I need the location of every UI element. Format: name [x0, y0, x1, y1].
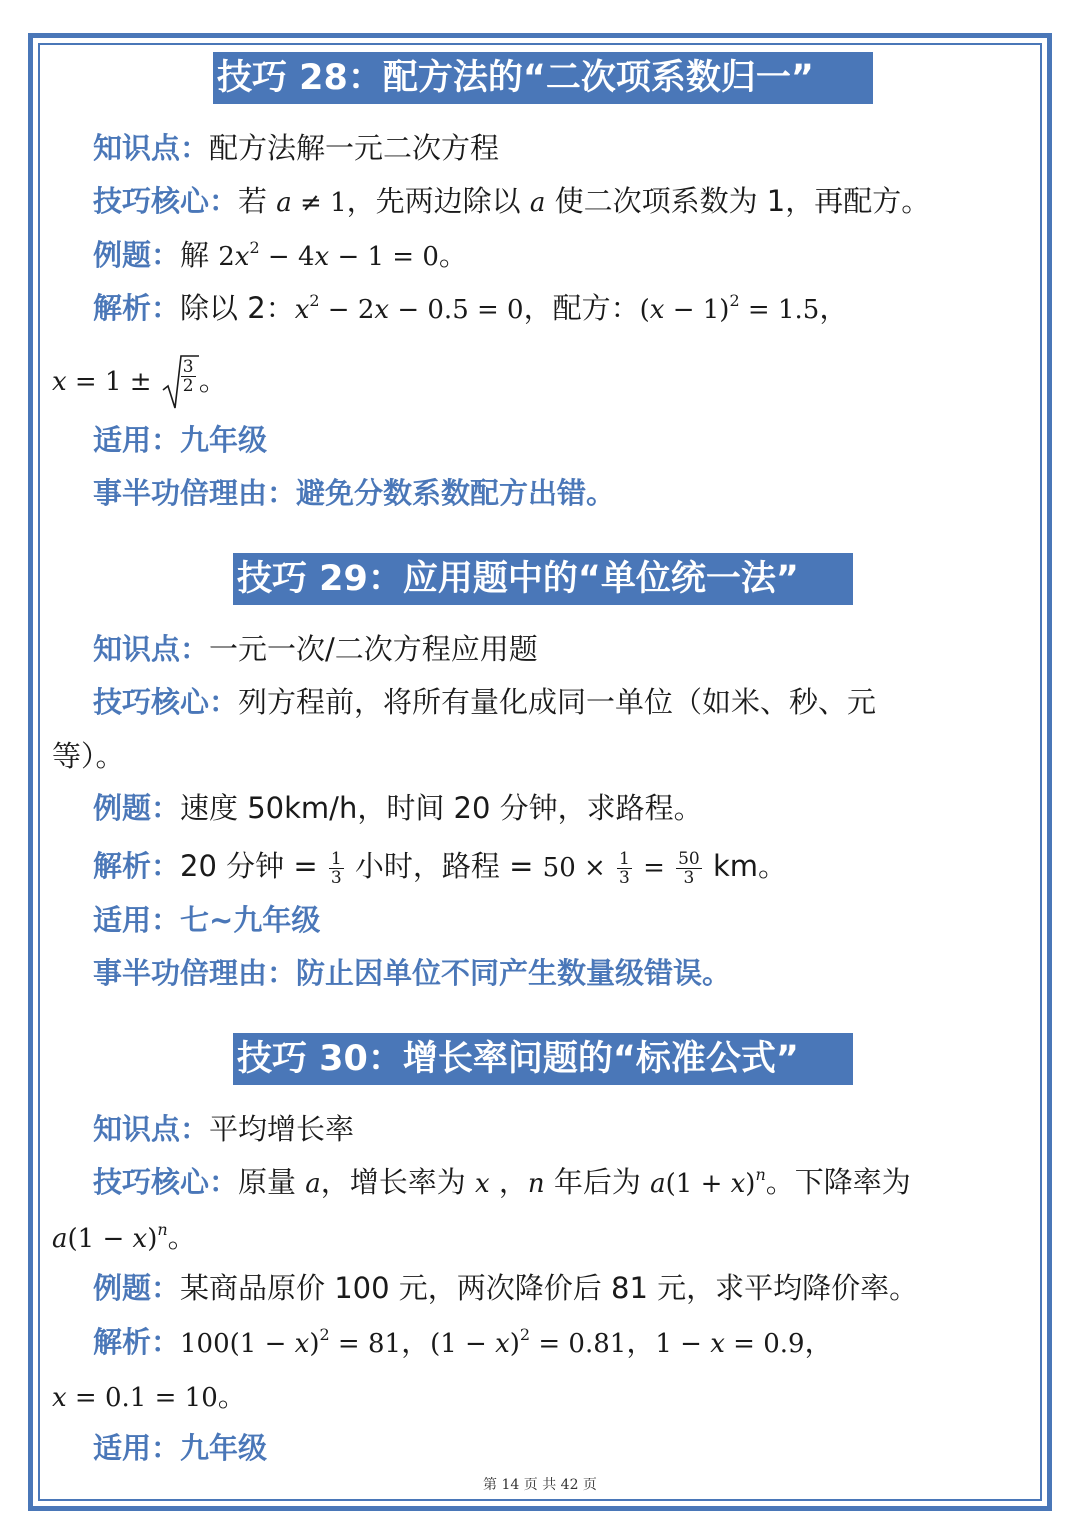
s28-core-math-a: a	[276, 188, 292, 218]
s29-grade-label: 适用：	[93, 903, 181, 937]
s29-fraction-1	[329, 850, 344, 887]
s28-example-math-x2: x	[314, 242, 330, 272]
s28-core-text-3: 使二次项系数为 1，再配方。	[554, 184, 931, 218]
s29-grade-line	[93, 900, 320, 940]
s29-f3-num: 50	[678, 848, 700, 869]
s28-grade-label: 适用：	[93, 423, 181, 457]
s30-core-a: a	[305, 1169, 321, 1199]
s29-reason-text: 防止因单位不同产生数量级错误。	[296, 956, 732, 990]
s28-example-label: 例题：	[93, 238, 181, 272]
s28-sqrt-den: 2	[182, 376, 194, 396]
s30-core2-sup: n	[157, 1220, 168, 1239]
s28-analysis-line	[93, 288, 848, 330]
s30-core2-m1: (1 −	[67, 1224, 133, 1254]
s28-sqrt-num: 3	[182, 357, 194, 377]
s29-core-text-2: 等）。	[52, 739, 125, 773]
s30-core-line	[93, 1162, 911, 1204]
s30-analysis-x1: x	[294, 1329, 310, 1359]
s30-core-text-4: 年后为	[553, 1165, 641, 1199]
s29-example-line	[93, 788, 703, 828]
s28-grade-text: 九年级	[180, 423, 268, 457]
s30-knowledge-text: 平均增长率	[209, 1112, 355, 1146]
s28-analysis-x1: x	[294, 295, 310, 325]
s28-example-line	[93, 235, 468, 277]
s30-analysis2-text: 。	[217, 1379, 247, 1413]
s28-knowledge-label: 知识点：	[93, 131, 210, 165]
s28-reason-text: 避免分数系数配方出错。	[296, 476, 616, 510]
s29-grade-text: 七~九年级	[180, 903, 321, 937]
s28-analysis-m4: − 1)	[664, 295, 730, 325]
s30-analysis-sup2: 2	[519, 1325, 531, 1344]
s30-analysis-x3: x	[710, 1329, 725, 1359]
s30-analysis-m8: = 0.9	[724, 1329, 805, 1359]
sqrt-symbol	[161, 352, 199, 412]
s29-analysis-line	[93, 846, 787, 888]
s28-core-math-a2: a	[529, 188, 546, 218]
s30-analysis-label: 解析：	[93, 1325, 181, 1359]
s29-f1-den: 3	[330, 867, 342, 888]
s28-reason-label: 事半功倍理由：	[93, 476, 297, 510]
s28-analysis-label: 解析：	[93, 291, 181, 325]
s30-example-line	[93, 1268, 918, 1308]
s28-example-math: 2	[218, 242, 235, 272]
s30-analysis-sup1: 2	[319, 1325, 330, 1344]
s30-core-x: x	[475, 1169, 490, 1199]
s29-reason-line	[93, 953, 731, 993]
s30-analysis-t2: ，	[626, 1325, 656, 1359]
s29-analysis-label: 解析：	[93, 849, 181, 883]
s28-analysis-sup1: 2	[309, 291, 320, 310]
s30-knowledge-line	[93, 1109, 354, 1149]
page-number-footer: 第 14 页 共 42 页	[483, 1477, 597, 1493]
s29-f3-den: 3	[683, 867, 695, 888]
s28-knowledge-text: 配方法解一元二次方程	[209, 131, 500, 165]
s30-core2-a: a	[52, 1224, 68, 1254]
s29-analysis-text-2: 小时，路程 =	[354, 849, 534, 883]
s28-grade-line	[93, 420, 267, 460]
s30-grade-line	[93, 1428, 267, 1468]
s29-reason-label: 事半功倍理由：	[93, 956, 297, 990]
s30-core-x2: x	[730, 1169, 746, 1199]
s28-example-text-2: 。	[438, 238, 468, 272]
s30-analysis2-x: x	[52, 1383, 67, 1413]
s28-knowledge-line	[93, 128, 499, 168]
s30-analysis-line	[93, 1322, 834, 1364]
s28-example-text-1: 解	[180, 238, 210, 272]
s30-core-text-2: ，增长率为	[320, 1165, 466, 1199]
s28-sqrt-fraction	[181, 358, 196, 395]
s28-example-sup: 2	[249, 238, 260, 257]
s29-analysis-text-3: km。	[712, 849, 787, 883]
s28-analysis-text-1: 除以 2：	[180, 291, 295, 325]
s28-core-text-1: 若	[238, 184, 268, 218]
s30-analysis-m7: 1 −	[655, 1329, 711, 1359]
s28-core-math-neq: ≠ 1	[291, 188, 347, 218]
s28-analysis-m3: (	[639, 295, 650, 325]
section-29-title: 技巧 29：应用题中的“单位统一法”	[233, 553, 853, 605]
section-30-title: 技巧 30：增长率问题的“标准公式”	[233, 1033, 853, 1085]
s28-analysis2-x: x	[52, 367, 67, 397]
s28-analysis-m2: − 0.5 = 0	[389, 295, 524, 325]
s29-example-text: 速度 50km/h，时间 20 分钟，求路程。	[180, 791, 703, 825]
s28-reason-line	[93, 473, 615, 513]
s29-knowledge-line	[93, 629, 538, 669]
s29-analysis-math-2: =	[643, 853, 665, 883]
s30-core-n: n	[527, 1169, 545, 1199]
s30-example-label: 例题：	[93, 1271, 181, 1305]
s30-analysis2-math: = 0.1 = 10	[66, 1383, 218, 1413]
s30-grade-text: 九年级	[180, 1431, 268, 1465]
s28-analysis-text-3: ，	[819, 291, 849, 325]
s30-analysis-m2: )	[309, 1329, 320, 1359]
s30-analysis-t1: ，	[401, 1325, 431, 1359]
s30-core-text-1: 原量	[238, 1165, 297, 1199]
s29-f2-num: 1	[619, 848, 630, 869]
s28-analysis-x3: x	[649, 295, 665, 325]
s29-knowledge-label: 知识点：	[93, 632, 210, 666]
s30-grade-label: 适用：	[93, 1431, 181, 1465]
s29-fraction-2	[617, 850, 632, 887]
s30-core-text-5: 。下降率为	[765, 1165, 911, 1199]
s30-core-m1: (1 +	[665, 1169, 731, 1199]
s28-analysis-m1: − 2	[319, 295, 375, 325]
s30-analysis-m3: = 81	[329, 1329, 402, 1359]
s30-analysis-m6: = 0.81	[530, 1329, 627, 1359]
s29-core-line-2	[52, 736, 125, 776]
s29-example-label: 例题：	[93, 791, 181, 825]
s28-analysis-m5: = 1.5	[739, 295, 820, 325]
s30-core2-text: 。	[167, 1220, 197, 1254]
s30-core2-m2: )	[147, 1224, 158, 1254]
s29-core-line	[93, 682, 876, 722]
s29-f2-den: 3	[619, 867, 630, 888]
s28-analysis-sup2: 2	[729, 291, 740, 310]
s28-analysis2-text: 。	[198, 363, 228, 397]
s29-core-text: 列方程前，将所有量化成同一单位（如米、秒、元	[238, 685, 877, 719]
s28-core-label: 技巧核心：	[93, 184, 239, 218]
s28-example-math-x: x	[234, 242, 250, 272]
s28-analysis-text-2: ，配方：	[523, 291, 640, 325]
s29-analysis-math-1: 50 ×	[542, 853, 606, 883]
s28-analysis-x2: x	[374, 295, 390, 325]
s30-core-line-2	[52, 1217, 197, 1259]
s30-analysis-m4: (1 −	[430, 1329, 496, 1359]
s29-core-label: 技巧核心：	[93, 685, 239, 719]
s28-example-math-2: − 4	[259, 242, 315, 272]
s30-core-m2: )	[745, 1169, 756, 1199]
s30-core-sup: n	[755, 1165, 766, 1184]
s29-analysis-text-1: 20 分钟 =	[180, 849, 318, 883]
section-28-title: 技巧 28：配方法的“二次项系数归一”	[213, 52, 873, 104]
s30-core-label: 技巧核心：	[93, 1165, 239, 1199]
s30-core2-x: x	[132, 1224, 148, 1254]
s28-example-math-3: − 1 = 0	[329, 242, 439, 272]
s30-core-a2: a	[650, 1169, 666, 1199]
s30-core-text-3: ，	[498, 1165, 528, 1199]
s28-core-line	[93, 181, 930, 223]
s29-knowledge-text: 一元一次/二次方程应用题	[209, 632, 538, 666]
s28-analysis2-math: = 1 ±	[66, 367, 152, 397]
s30-knowledge-label: 知识点：	[93, 1112, 210, 1146]
s30-analysis-m1: 100(1 −	[180, 1329, 295, 1359]
s29-f1-num: 1	[330, 848, 342, 869]
s28-core-text-2: ，先两边除以	[346, 184, 521, 218]
s30-analysis-m5: )	[509, 1329, 520, 1359]
s30-analysis-t3: ，	[804, 1325, 834, 1359]
s29-fraction-3	[676, 850, 702, 887]
s28-analysis-line-2	[52, 352, 228, 412]
s30-analysis-x2: x	[495, 1329, 510, 1359]
s30-example-text: 某商品原价 100 元，两次降价后 81 元，求平均降价率。	[180, 1271, 919, 1305]
s30-analysis-line-2	[52, 1376, 247, 1418]
